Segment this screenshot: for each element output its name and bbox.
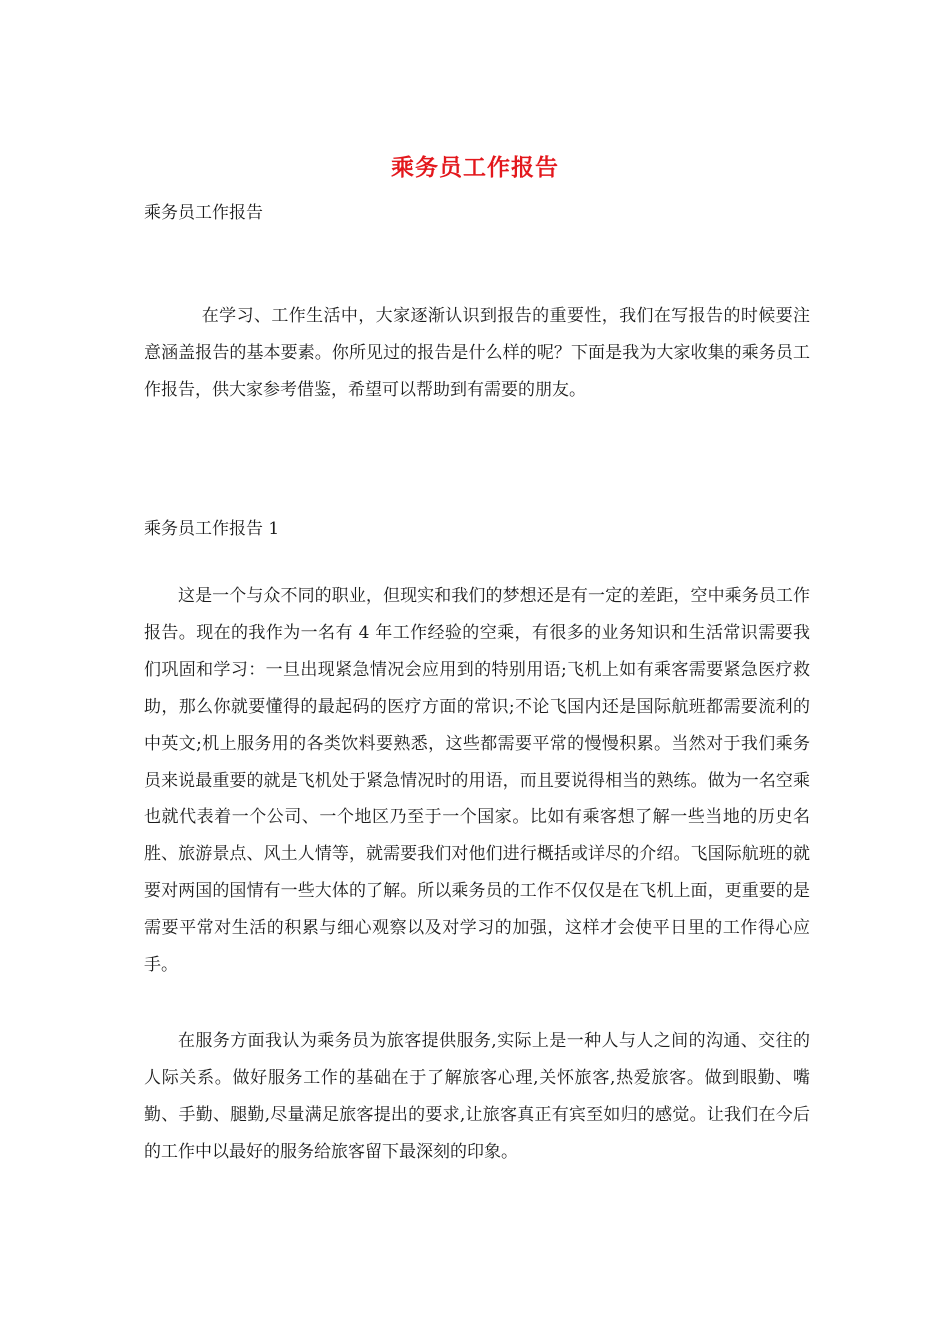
section-heading: 乘务员工作报告 1 (144, 519, 280, 539)
document-title: 乘务员工作报告 (391, 154, 559, 181)
document-subtitle: 乘务员工作报告 (144, 203, 263, 223)
body-paragraph-1: 这是一个与众不同的职业，但现实和我们的梦想还是有一定的差距，空中乘务员工作报告。现在的我作为一名有 4 年工作经验的空乘，有很多的业务知识和生活常识需要我们巩固和学习：一旦出现紧急情况会应用到的特别用语;飞机上如有乘客需要紧急医疗救助，那么你就要懂得的最起码的医疗方面的常识;不论飞国内还是国际航班都需要流利的中英文;机上服务用的各类饮料要熟悉，这些都需要平常的慢慢积累。当然对于我们乘务员来说最重要的就是飞机处于紧急情况时的用语，而且要说得相当的熟练。做为一名空乘也就代表着一个公司、一个地区乃至于一个国家。比如有乘客想了解一些当地的历史名胜、旅游景点、风土人情等，就需要我们对他们进行概括或详尽的介绍。飞国际航班的就要对两国的国情有一些大体的了解。所以乘务员的工作不仅仅是在飞机上面，更重要的是需要平常对生活的积累与细心观察以及对学习的加强，这样才会使平日里的工作得心应手。 (144, 586, 810, 976)
intro-paragraph: 在学习、工作生活中，大家逐渐认识到报告的重要性，我们在写报告的时候要注意涵盖报告的基本要素。你所见过的报告是什么样的呢？下面是我为大家收集的乘务员工作报告，供大家参考借鉴，希望可以帮助到有需要的朋友。 (144, 306, 810, 400)
body-paragraph-2: 在服务方面我认为乘务员为旅客提供服务,实际上是一种人与人之间的沟通、交往的人际关系。做好服务工作的基础在于了解旅客心理,关怀旅客,热爱旅客。做到眼勤、嘴勤、手勤、腿勤,尽量满足旅客提出的要求,让旅客真正有宾至如归的感觉。让我们在今后的工作中以最好的服务给旅客留下最深刻的印象。 (144, 1031, 810, 1162)
